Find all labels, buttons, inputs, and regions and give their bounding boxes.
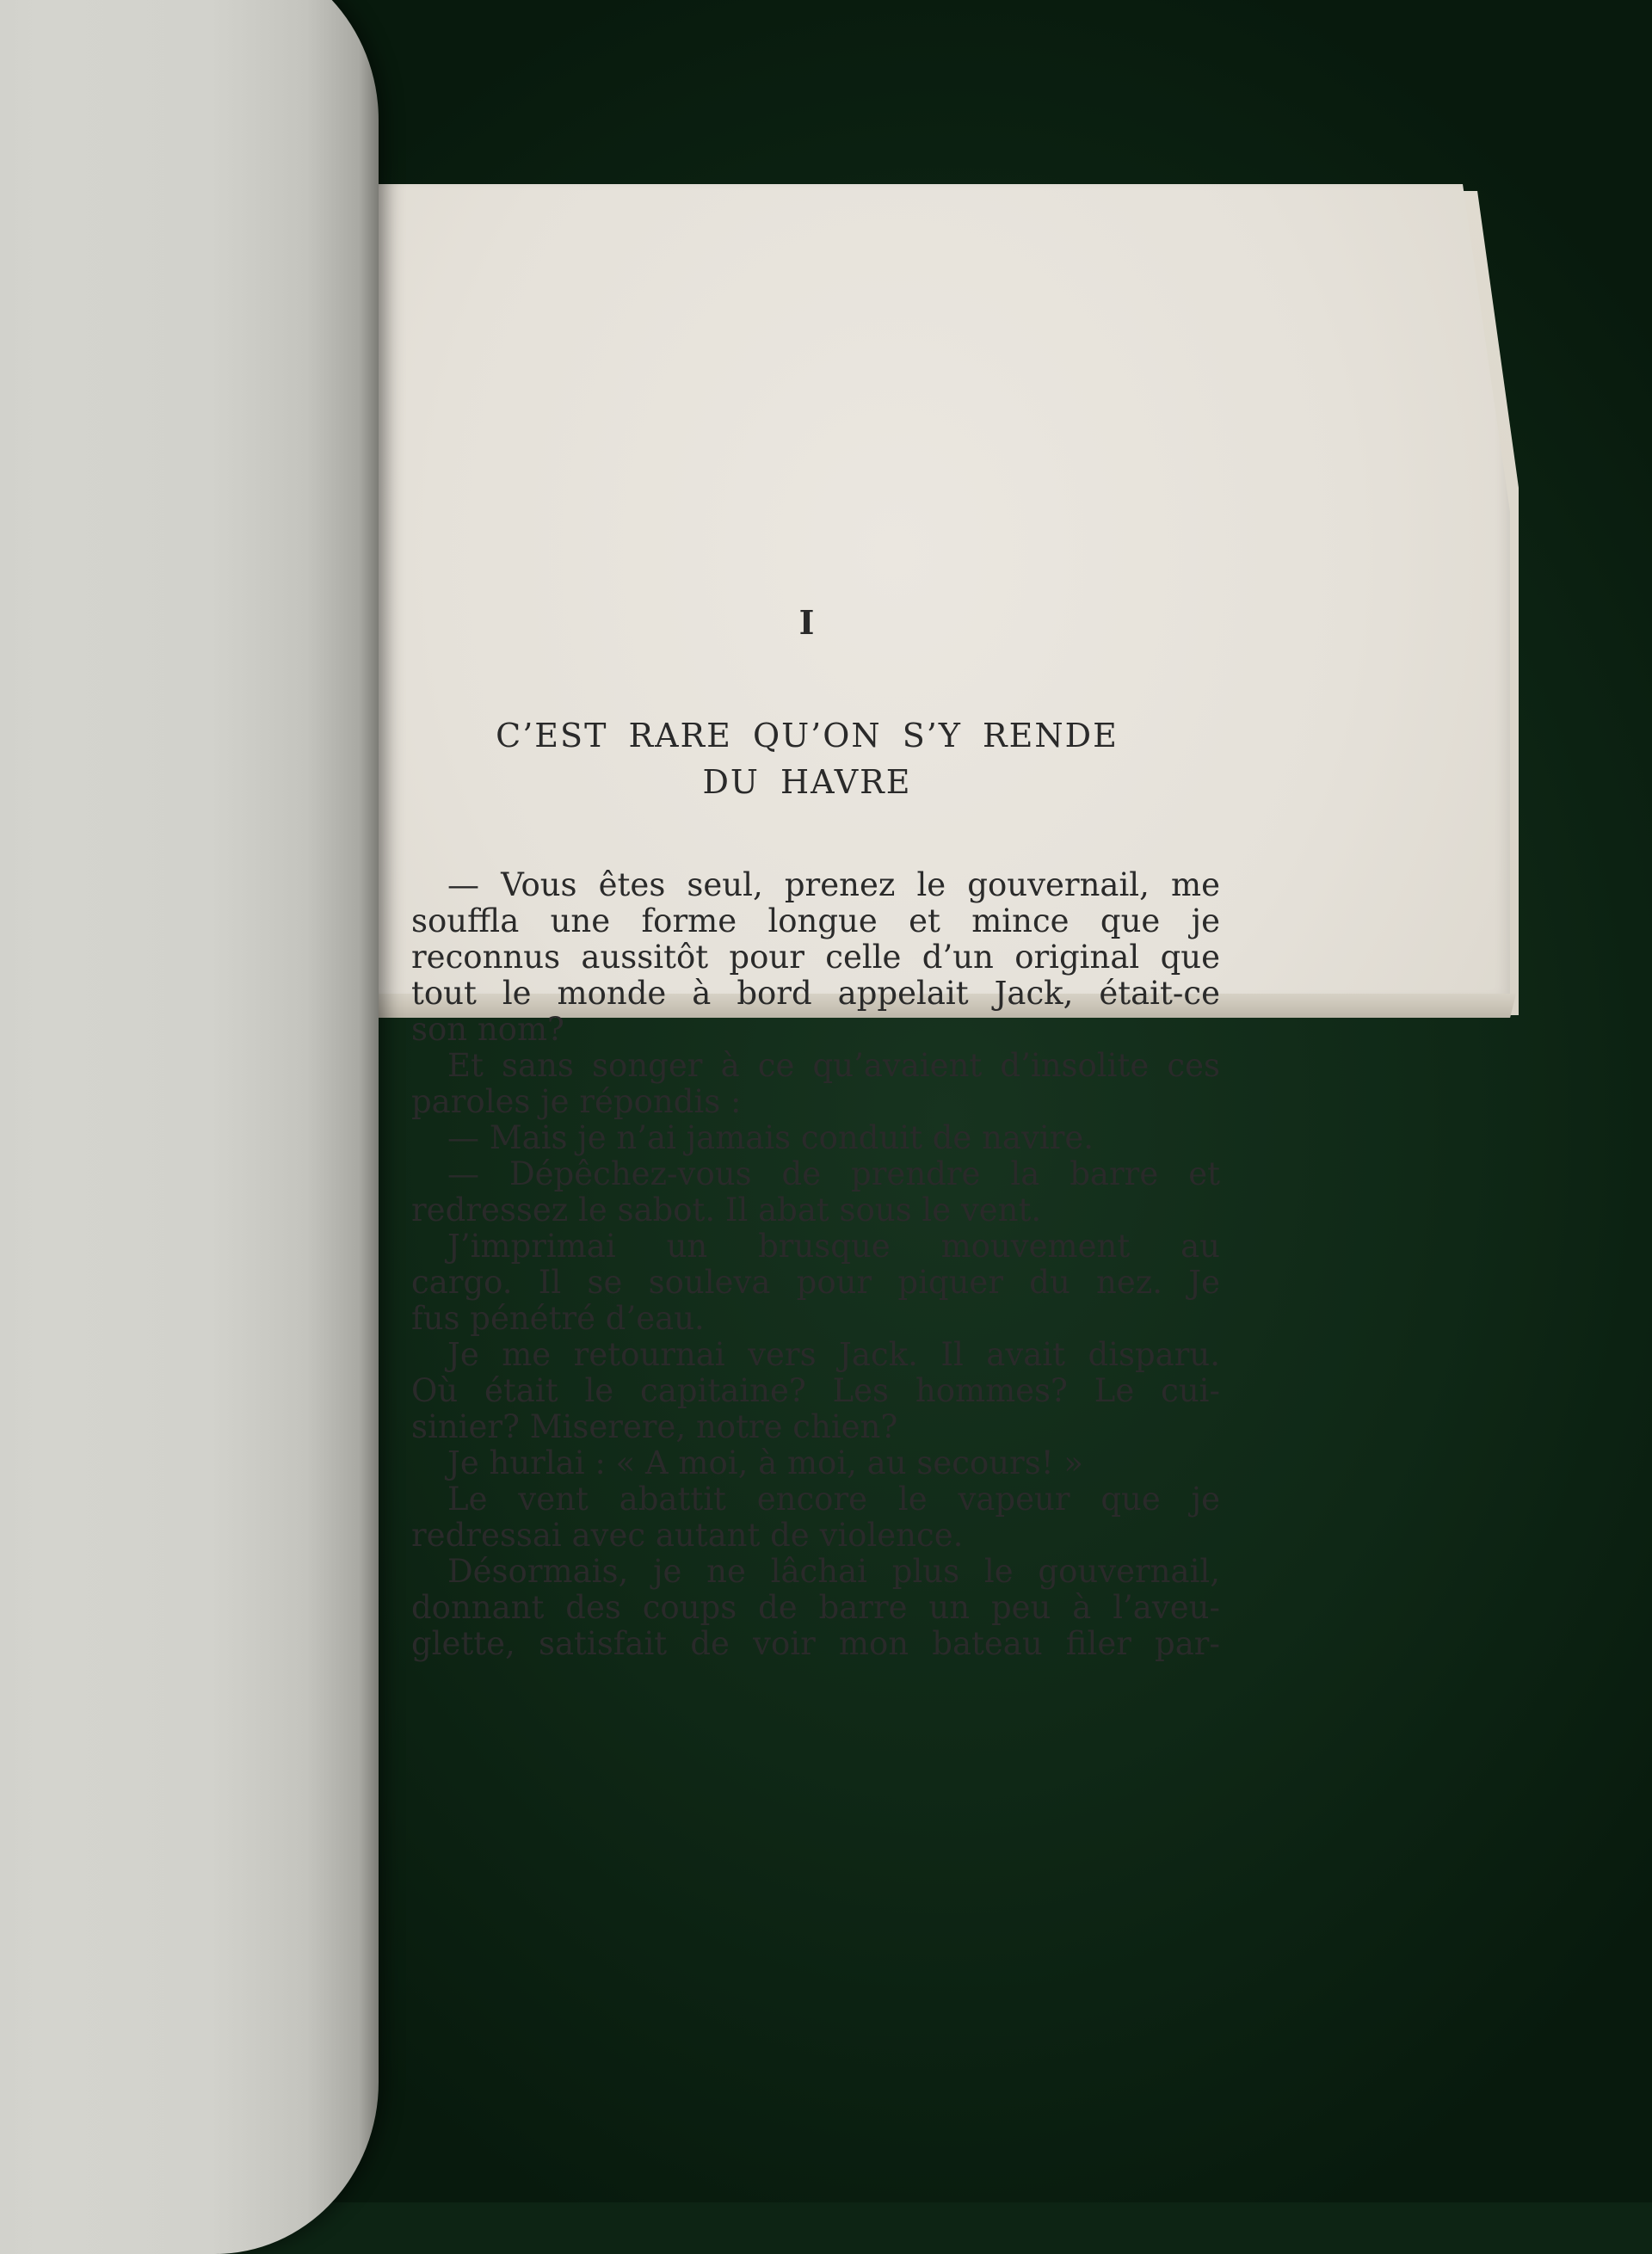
text-line: paroles je répondis : [411,1083,742,1120]
text-line: Je hurlai : « A moi, à moi, au secours! » [447,1444,1083,1481]
text-line: sinier? Miserere, notre chien? [411,1408,898,1445]
chapter-number: I [798,603,816,642]
text-line: — Vous êtes seul, prenez le gouvernail, me [447,866,1220,903]
text-line: fus pénétré d’eau. [411,1300,705,1337]
text-line: — Mais je n’ai jamais conduit de navire. [447,1119,1094,1156]
text-line: redressez le sabot. Il abat sous le vent. [411,1192,1042,1229]
text-line: tout le monde à bord appelait Jack, était-ce [411,975,1220,1012]
chapter-title [411,712,1203,805]
chapter-title-line-1: C’EST RARE QU’ON S’Y RENDE [496,717,1119,754]
text-line: Et sans songer à ce qu’avaient d’insolite ces [447,1047,1220,1084]
text-line: redressai avec autant de violence. [411,1517,964,1554]
text-line: son nom? [411,1011,564,1048]
left-page-curl [0,0,379,2254]
text-line: Où était le capitaine? Les hommes? Le cui- [411,1372,1220,1409]
text-line: Désormais, je ne lâchai plus le gouvernail, [447,1553,1220,1590]
text-line: souffla une forme longue et mince que je [411,902,1220,939]
text-line: Le vent abattit encore le vapeur que je [447,1481,1220,1518]
text-line: reconnus aussitôt pour celle d’un original que [411,939,1220,976]
text-line: cargo. Il se souleva pour piquer du nez. Je [411,1264,1220,1301]
text-line: J’imprimai un brusque mouvement au [447,1228,1220,1265]
text-line: donnant des coups de barre un peu à l’aveu- [411,1589,1220,1626]
body-text [411,867,1237,1662]
text-line: glette, satisfait de voir mon bateau filer par- [411,1625,1220,1662]
chapter-title-line-2: DU HAVRE [702,763,912,801]
text-line: Je me retournai vers Jack. Il avait disparu. [447,1336,1220,1373]
text-line: — Dépêchez-vous de prendre la barre et [447,1155,1220,1192]
